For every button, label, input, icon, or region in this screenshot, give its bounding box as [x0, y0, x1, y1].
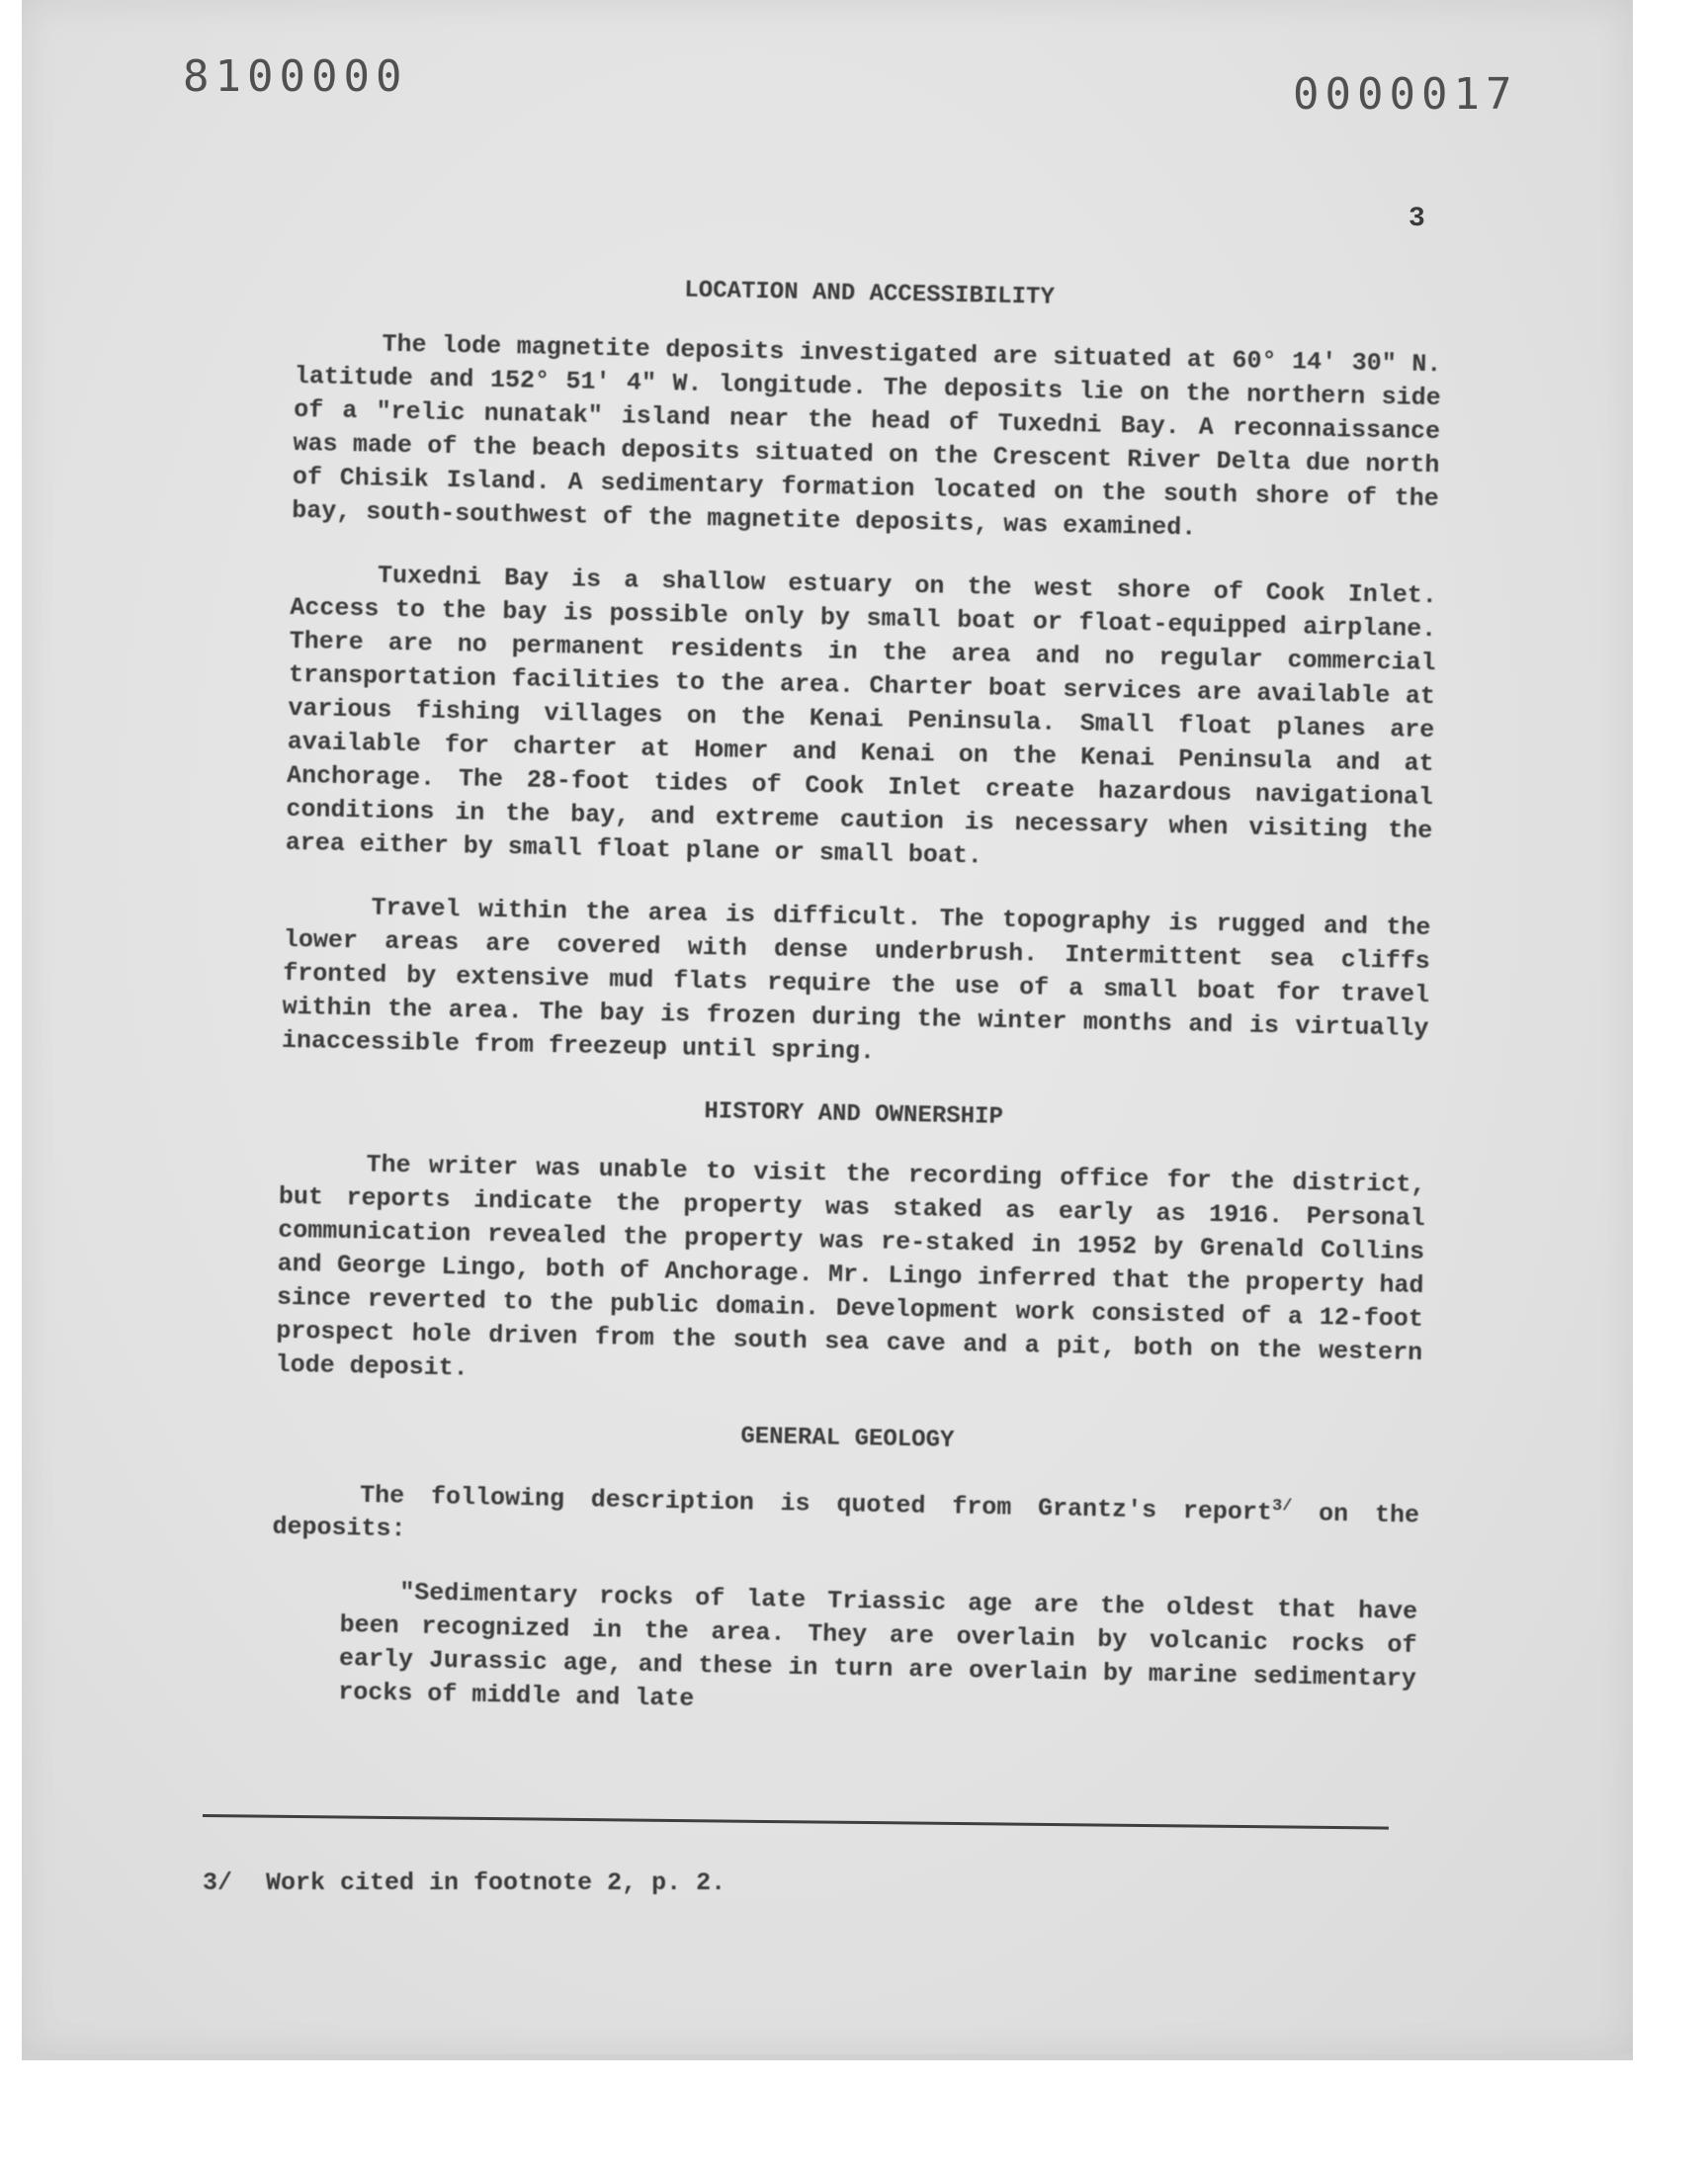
paragraph-history-1: The writer was unable to visit the recording office for the district, but reports indicate the property was staked as early as 1916. Personal communication revealed the property was re-staked in 1952 by Grenald Collins and George Lingo, both of Anchorage. Mr. Lingo inferred that the property had since reverted to the public domain. Development work consisted of a 12-foot prospect hole driven from the south sea cave and a pit, both on the western lode deposit. — [275, 1150, 1426, 1383]
section-heading-geology: GENERAL GEOLOGY — [740, 1423, 955, 1454]
footnote-mark: 3/ — [203, 1869, 233, 1897]
footnote — [203, 1869, 726, 1897]
footnote-reference: 3/ — [1271, 1497, 1293, 1517]
paragraph-location-1: The lode magnetite deposits investigated are situated at 60° 14' 30" N. latitude and 152° 51' 4" W. longitude. The deposits lie on the northern side of a "relic nunatak" island near the head of Tuxedni Bay. A reconnaissance was made of the beach deposits situated on the Crescent River Delta due north of Chisik Island. A sedimentary formation located on the south shore of the bay, south-southwest of the magnetite deposits, was examined. — [291, 329, 1442, 543]
paragraph-location-2: Tuxedni Bay is a shallow estuary on the west shore of Cook Inlet. Access to the bay is possible only by small boat or float-equipped airplane. There are no permanent residents in the area and no regular commercial transportation facilities to the area. Charter boat services are available at various fishing villages on the Kenai Peninsula. Small float planes are available for charter at Homer and Kenai on the Kenai Peninsula and at Anchorage. The 28-foot tides of Cook Inlet create hazardous navigational conditions in the bay, and extreme caution is necessary when visiting the area either by small float plane or small boat. — [285, 561, 1438, 871]
block-quote-grantz: "Sedimentary rocks of late Triassic age are the oldest that have been recognized in the area. They are overlain by volcanic rocks of early Jurassic age, and these in turn are overlain by marine sedimentary rocks of middle and late — [338, 1578, 1418, 1714]
page-number: 3 — [1409, 204, 1425, 234]
document-body — [269, 267, 1443, 1730]
geology-intro-text: The following description is quoted from Grantz's report — [359, 1480, 1273, 1527]
section-heading-history: HISTORY AND OWNERSHIP — [704, 1098, 1004, 1131]
document-id-stamp-right: 0000017 — [1293, 69, 1518, 120]
document-id-stamp-left: 8100000 — [183, 51, 408, 102]
geology-intro-tail: on the deposits: — [272, 1498, 1420, 1544]
paragraph-geology-intro — [272, 1471, 1419, 1567]
section-heading-location: LOCATION AND ACCESSIBILITY — [684, 277, 1056, 311]
paragraph-location-3: Travel within the area is difficult. The topography is rugged and the lower areas are covered with dense underbrush. Intermittent sea cliffs fronted by extensive mud flats require the use of a small boat for travel within the area. The bay is frozen during the winter months and is virtually inaccessible from freezeup until spring. — [281, 893, 1431, 1067]
footnote-text: Work cited in footnote 2, p. 2. — [266, 1869, 726, 1897]
page-edge — [22, 2054, 1633, 2060]
